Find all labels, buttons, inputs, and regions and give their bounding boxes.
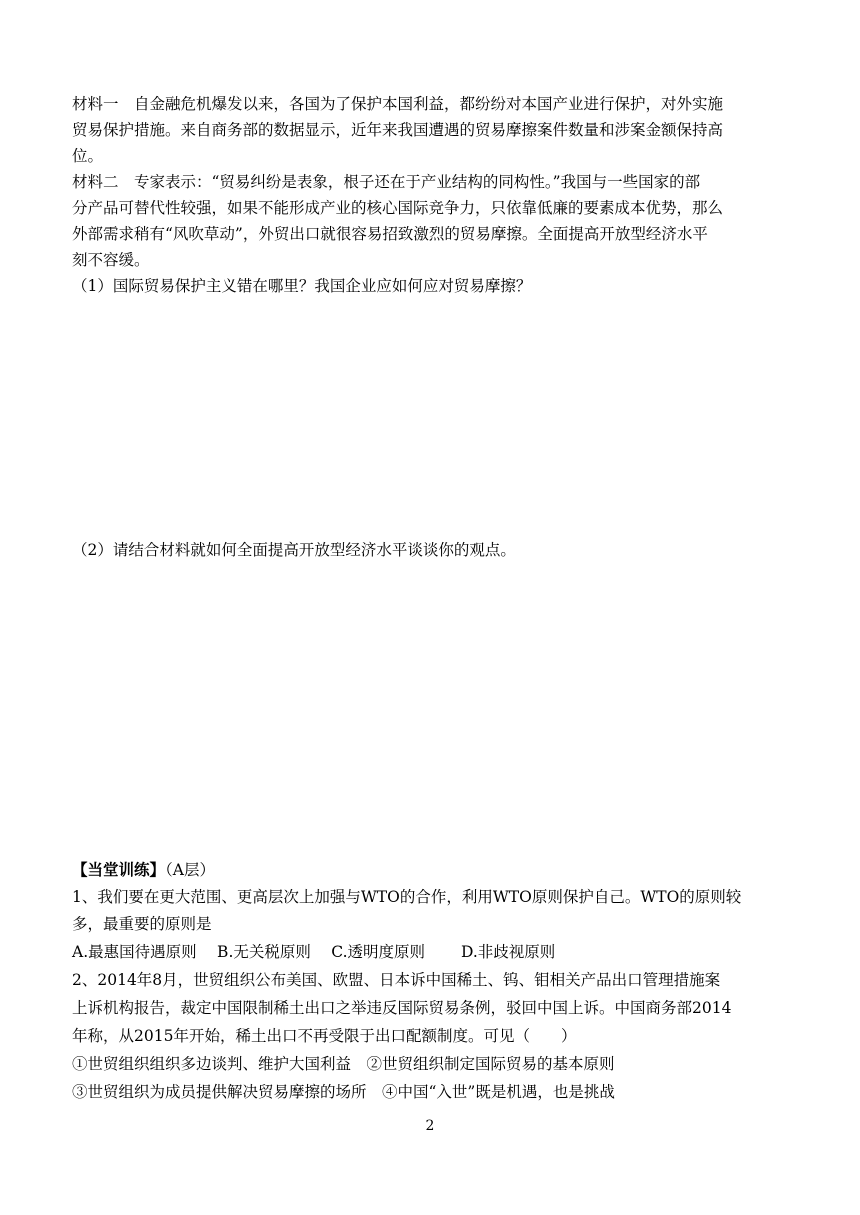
item2-line2: 上诉机构报告，裁定中国限制稀土出口之举违反国际贸易条例，驳回中国上诉。中国商务部2014 <box>72 999 732 1017</box>
item1-line2: 多，最重要的原则是 <box>72 915 212 933</box>
material2-line1: 材料二 专家表示：“贸易纠纷是表象，根子还在于产业结构的同构性。”我国与一些国家的部 <box>72 173 701 191</box>
question-2: （2）请结合材料就如何全面提高开放型经济水平谈谈你的观点。 <box>72 541 516 559</box>
item1-options: A.最惠国待遇原则 B.无关税原则 C.透明度原则 D.非歧视原则 <box>72 943 556 961</box>
training-level: （A层） <box>165 861 215 879</box>
material1-line3: 位。 <box>72 147 104 165</box>
training-header <box>72 860 215 880</box>
material1-line1: 材料一 自金融危机爆发以来，各国为了保护本国利益，都纷纷对本国产业进行保护，对外实施 <box>72 95 724 113</box>
item2-line1: 2、2014年8月，世贸组织公布美国、欧盟、日本诉中国稀土、钨、钼相关产品出口管理措施案 <box>72 971 721 989</box>
material2-line3: 外部需求稍有“风吹草动”，外贸出口就很容易招致激烈的贸易摩擦。全面提高开放型经济水平 <box>72 225 708 243</box>
item2-line5: ③世贸组织为成员提供解决贸易摩擦的场所 ④中国“入世”既是机遇，也是挑战 <box>72 1083 615 1101</box>
item1-line1: 1、我们要在更大范围、更高层次上加强与WTO的合作，利用WTO原则保护自己。WTO的原则较 <box>72 888 742 906</box>
material2-line4: 刻不容缓。 <box>72 251 150 269</box>
training-heading: 【当堂训练】 <box>72 860 166 879</box>
page-number: 2 <box>425 1118 435 1134</box>
material2-line2: 分产品可替代性较强，如果不能形成产业的核心国际竞争力，只依靠低廉的要素成本优势，那么 <box>72 199 724 217</box>
item2-line4: ①世贸组织组织多边谈判、维护大国利益 ②世贸组织制定国际贸易的基本原则 <box>72 1055 615 1073</box>
question-1: （1）国际贸易保护主义错在哪里？我国企业应如何应对贸易摩擦？ <box>72 277 532 295</box>
material1-line2: 贸易保护措施。来自商务部的数据显示，近年来我国遭遇的贸易摩擦案件数量和涉案金额保持高 <box>72 121 724 139</box>
item2-line3: 年称，从2015年开始，稀土出口不再受限于出口配额制度。可见（ ） <box>72 1027 577 1045</box>
